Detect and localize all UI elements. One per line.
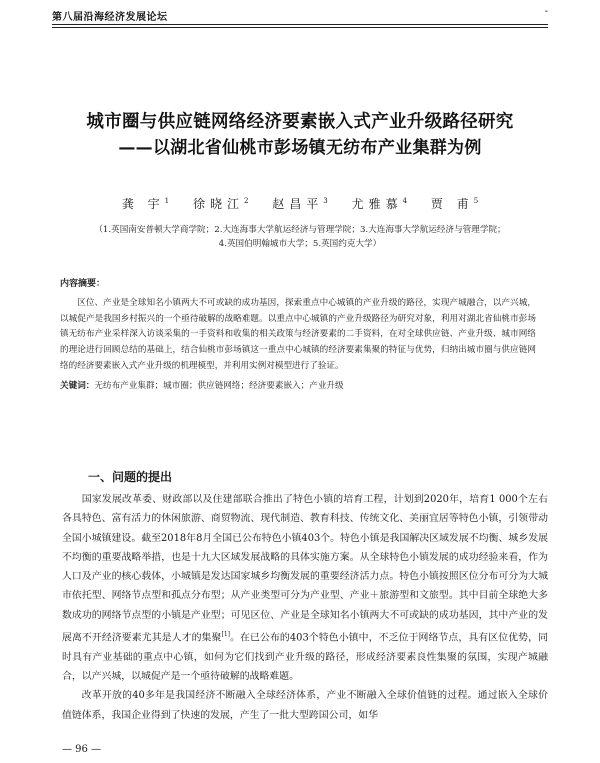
author: 龚 宇$^1$ — [121, 197, 170, 211]
abstract — [60, 277, 536, 395]
abstract-label: 内容摘要： — [60, 279, 106, 289]
author: 徐晓江$^2$ — [192, 197, 249, 211]
paper-title: 城市圈与供应链网络经济要素嵌入式产业升级路径研究 — [86, 112, 514, 132]
paragraph: 国家发展改革委、财政部以及住建部联合推出了特色小镇的培育工程，计划到2020年，培育1 000个左右各具特色、富有活力的休闲旅游、商贸物流、现代制造、教育科技、传统文化、美丽宜居等特色小镇，引领带动全国小城镇建设。截至2018年8月全国已公布特色小镇403个。特色小镇是我国解决区域发展不均衡、城乡发展不均衡的重要战略举措，也是十九大区域发展战略的具体实施方案。从全球特色小镇发展的成功经验来看，作为人口及产业的核心载体，小城镇是发达国家城乡均衡发展的重要经济活力点。特色小镇按照区位分布可分为大城市依托型、网络节点型和孤点分布型；从产业类型可分为产业型、产业＋旅游型和文旅型。其中目前全球绝大多数成功的网络节点型的小镇是产业型；可见区位、产业是全球知名小镇两大不可或缺的成功基因，其中产业的发展离不开经济要素尤其是人才的集聚[1]。在已公布的403个特色小镇中，不乏位于网络节点，具有区位优势，同时具有产业基础的重点中心镇，如何为它们找到产业升级的路径，形成经济要素良性集聚的氛围，实现产城融合，以产兴城，以城促产是一个亟待破解的战略难题。 — [62, 494, 548, 682]
affiliation-line: 4.英国伯明翰城市大学；5.英国约克大学） — [218, 239, 382, 249]
affiliation-line: （1.英国南安普顿大学商学院；2.大连海事大学航运经济与管理学院；3.大连海事大学航运经济与管理学院； — [94, 225, 506, 235]
header-rule-thin — [52, 27, 548, 28]
page-number: — 96 — — [62, 744, 102, 755]
keywords-text: 无纺布产业集群；城市圈；供应链网络；经济要素嵌入；产业升级 — [94, 380, 344, 391]
paper-subtitle: ——以湖北省仙桃市彭场镇无纺布产业集群为例 — [118, 138, 482, 158]
keywords-label: 关键词： — [60, 380, 95, 391]
affiliations — [54, 223, 546, 251]
author: 贾 甫$^5$ — [430, 197, 479, 211]
abstract-text: 区位、产业是全球知名小镇两大不可或缺的成功基因，探索重点中心城镇的产业升级的路径，实现产城融合，以产兴城，以城促产是我国乡村振兴的一个亟待破解的战略难题。以重点中心城镇的产业升级路径为研究对象，利用对湖北省仙桃市彭场镇无纺布产业采样深入访谈采集的一手资料和收集的相关政策与经济要素的二手资料，在对全球供应链、产业升级、城市网络的理论进行回顾总结的基础上，结合仙桃市彭场镇这一重点中心城镇的经济要素集聚的特征与优势，归纳出城市圈与供应链网络的经济要素嵌入式产业升级的机理模型，并利用实例对模型进行了验证。 — [60, 297, 536, 371]
header-rule — [52, 24, 548, 25]
paragraph: 改革开放的40多年是我国经济不断融入全球经济体系，产业不断融入全球价值链的过程。通过嵌入全球价值链体系，我国企业得到了快速的发展，产生了一批大型跨国公司，如华 — [62, 690, 548, 721]
keywords — [60, 379, 536, 395]
citation: [1] — [221, 631, 230, 639]
running-head-dash: - — [544, 6, 548, 17]
author: 尤雅慕$^4$ — [351, 197, 408, 211]
section-heading: 一、问题的提出 — [88, 470, 173, 484]
running-head: 第八届沿海经济发展论坛 — [52, 12, 168, 23]
body-text — [62, 490, 548, 725]
author: 赵昌平$^3$ — [272, 197, 328, 211]
author-list — [0, 195, 600, 212]
